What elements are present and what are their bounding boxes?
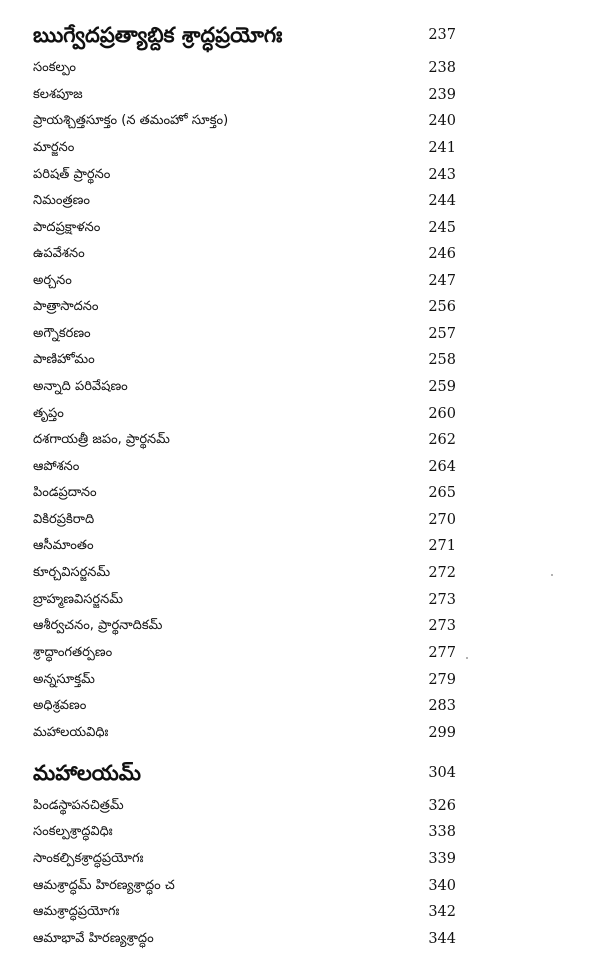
entry-page-number: 326 [428, 798, 456, 814]
entry-title: మార్జనం [33, 140, 75, 155]
entry-title: ఆమాభావే హిరణ్యశ్రాద్ధం [33, 931, 154, 946]
entry-page-number: 273 [428, 618, 456, 634]
entry-page-number: 342 [428, 904, 456, 920]
entry-page-number: 245 [428, 220, 456, 236]
entry-page-number: 277 [428, 645, 456, 661]
entry-title: సంకల్పశ్రాద్ధవిధిః [33, 824, 113, 839]
entry-page-number: 265 [428, 485, 456, 501]
entry-page-number: 257 [428, 326, 456, 342]
entry-title: అధిశ్రవణం [33, 698, 87, 713]
entry-title: తృప్తం [33, 406, 64, 421]
entry-page-number: 259 [428, 379, 456, 395]
entry-title: పిండప్రదానం [33, 485, 97, 500]
entry-title: పాత్రాసాదనం [33, 299, 99, 314]
entry-page-number: 244 [428, 193, 456, 209]
entry-page-number: 258 [428, 352, 456, 368]
entry-title: ఆసీమాంతం [33, 538, 94, 553]
entry-page-number: 243 [428, 167, 456, 183]
entry-title: అన్నాది పరివేషణం [33, 379, 128, 394]
entry-page-number: 279 [428, 672, 456, 688]
entry-title: అన్నసూక్తమ్ [33, 672, 95, 687]
entry-title: శ్రాద్ధాంగతర్పణం [33, 645, 113, 660]
entry-title: బ్రాహ్మణవిసర్జనమ్ [33, 592, 123, 607]
entry-title: పిండస్థాపనచిత్రమ్ [33, 798, 124, 813]
section-page-number: 304 [428, 765, 456, 781]
entry-page-number: 338 [428, 824, 456, 840]
entry-page-number: 273 [428, 592, 456, 608]
entry-page-number: 339 [428, 851, 456, 867]
entry-title: అర్చనం [33, 273, 72, 288]
scan-speck [466, 657, 468, 659]
entry-page-number: 270 [428, 512, 456, 528]
entry-page-number: 271 [428, 538, 456, 554]
entry-title: నిమంత్రణం [33, 193, 90, 208]
entry-title: ఆమశ్రాద్ధమ్ హిరణ్యశ్రాద్ధం చ [33, 878, 175, 893]
entry-page-number: 340 [428, 878, 456, 894]
entry-title: ఆశీర్వచనం, ప్రార్థనాదికమ్ [33, 618, 163, 633]
entry-page-number: 239 [428, 87, 456, 103]
entry-page-number: 262 [428, 432, 456, 448]
entry-title: దశగాయత్రీ జపం, ప్రార్థనమ్ [33, 432, 170, 447]
scan-speck [551, 574, 553, 576]
entry-title: కూర్చవిసర్జనమ్ [33, 565, 111, 580]
entry-title: పాదప్రక్షాళనం [33, 220, 101, 235]
section-page-number: 237 [428, 27, 456, 43]
entry-title: ఆపోశనం [33, 459, 80, 474]
entry-page-number: 264 [428, 459, 456, 475]
entry-title: కలశపూజ [33, 87, 83, 102]
entry-title: సాంకల్పికశ్రాద్ధప్రయోగః [33, 851, 144, 866]
entry-title: ఆమశ్రాద్ధప్రయోగః [33, 904, 120, 919]
entry-title: పాణిహోమం [33, 352, 95, 367]
entry-page-number: 260 [428, 406, 456, 422]
section-heading: ఋగ్వేదప్రత్యాబ్దిక శ్రాద్ధప్రయోగః [33, 23, 283, 47]
entry-page-number: 247 [428, 273, 456, 289]
entry-page-number: 344 [428, 931, 456, 947]
entry-page-number: 256 [428, 299, 456, 315]
section-heading: మహాలయమ్ [33, 761, 142, 785]
entry-title: ప్రాయశ్చిత్తసూక్తం (న తమంహో సూక్తం) [33, 113, 229, 128]
entry-title: ఉపవేశనం [33, 246, 85, 261]
entry-page-number: 238 [428, 60, 456, 76]
entry-page-number: 299 [428, 725, 456, 741]
entry-title: సంకల్పం [33, 60, 77, 75]
entry-page-number: 241 [428, 140, 456, 156]
entry-page-number: 240 [428, 113, 456, 129]
entry-title: వికిరప్రకిరాది [33, 512, 95, 527]
entry-title: పరిషత్ ప్రార్థనం [33, 167, 111, 182]
entry-page-number: 272 [428, 565, 456, 581]
entry-page-number: 246 [428, 246, 456, 262]
entry-title: అగ్నౌకరణం [33, 326, 91, 341]
entry-page-number: 283 [428, 698, 456, 714]
entry-title: మహాలయవిధిః [33, 725, 109, 740]
